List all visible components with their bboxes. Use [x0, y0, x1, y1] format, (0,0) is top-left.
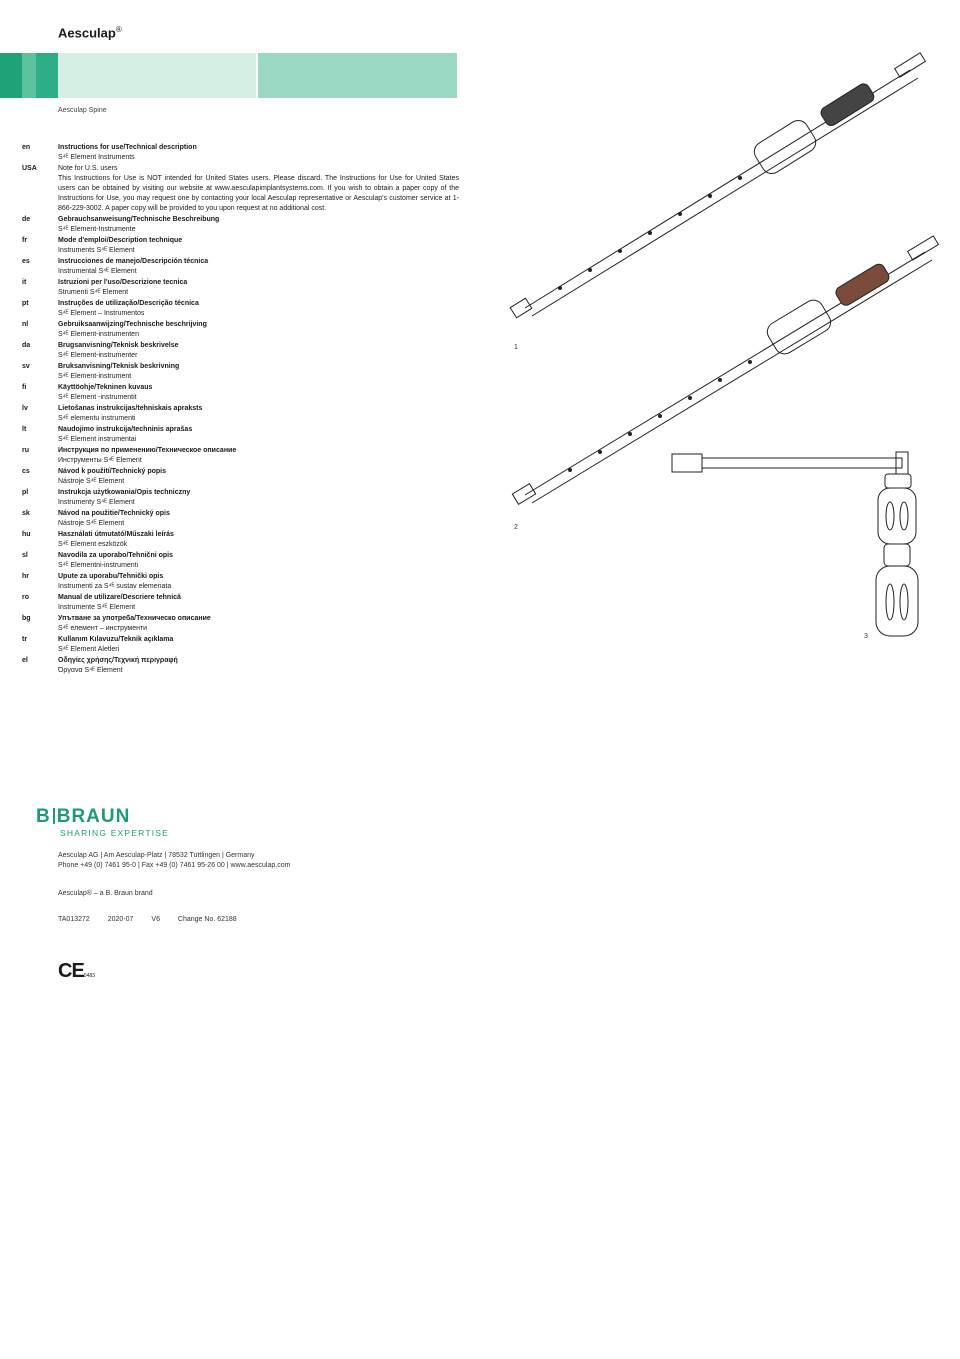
language-entry [58, 551, 459, 571]
language-entry [58, 425, 459, 445]
address-block [58, 851, 290, 871]
language-item [22, 278, 459, 298]
change-number: Change No. 62188 [177, 916, 237, 923]
language-subtitle: S⁴ᴱ Element-Instrumente [58, 226, 136, 233]
language-item [22, 572, 459, 592]
language-subtitle: S⁴ᴱ Element eszközök [58, 541, 128, 548]
language-entry [58, 635, 459, 655]
language-item [22, 404, 459, 424]
language-entry [58, 278, 459, 298]
language-subtitle: Strumenti S⁴ᴱ Element [58, 289, 129, 296]
language-subtitle: S⁴ᴱ Element -instrumentit [58, 394, 137, 401]
language-title: Instructions for use/Technical description [58, 144, 197, 151]
language-subtitle: S⁴ᴱ Element – Instrumentos [58, 310, 145, 317]
language-title: Gebrauchsanweisung/Technische Beschreibung [58, 216, 220, 223]
language-code: cs [22, 468, 30, 475]
notified-body-number: 0483 [83, 973, 95, 979]
language-subtitle: Instrumental S⁴ᴱ Element [58, 268, 137, 275]
language-subtitle: S⁴ᴱ Element-instrument [58, 373, 132, 380]
language-title: Használati útmutató/Műszaki leírás [58, 531, 174, 538]
brand-title [58, 25, 122, 40]
language-item [22, 383, 459, 403]
language-entry [58, 164, 459, 214]
language-entry [58, 614, 459, 634]
language-code: lt [22, 426, 27, 433]
language-code: fr [22, 237, 28, 244]
language-item [22, 446, 459, 466]
doc-date: 2020-07 [107, 916, 134, 923]
language-title: Mode d'emploi/Description technique [58, 237, 183, 244]
language-code: hu [22, 531, 31, 538]
language-entry [58, 467, 459, 487]
language-title: Manual de utilizare/Descriere tehnică [58, 594, 181, 601]
language-code: nl [22, 321, 29, 328]
language-code: bg [22, 615, 31, 622]
language-code: de [22, 216, 31, 223]
language-title: Navodila za uporabo/Tehnični opis [58, 552, 173, 559]
language-item [22, 530, 459, 550]
product-line: Aesculap Spine [58, 107, 107, 114]
language-subtitle: Note for U.S. users [58, 165, 118, 172]
language-code: sv [22, 363, 30, 370]
language-code: ro [22, 594, 29, 601]
language-code: ru [22, 447, 29, 454]
language-title: Bruksanvisning/Teknisk beskrivning [58, 363, 180, 370]
language-title: Upute za uporabu/Tehnički opis [58, 573, 164, 580]
language-subtitle: Όργανα S⁴ᴱ Element [58, 667, 123, 674]
registered-mark: ® [115, 25, 122, 34]
language-entry [58, 572, 459, 592]
language-title: Brugsanvisning/Teknisk beskrivelse [58, 342, 179, 349]
language-item [22, 593, 459, 613]
language-title: Naudojimo instrukcija/techninis aprašas [58, 426, 193, 433]
language-title: Käyttöohje/Tekninen kuvaus [58, 384, 153, 391]
ce-letters: CE [58, 960, 84, 982]
language-entry [58, 404, 459, 424]
language-item [22, 425, 459, 445]
language-entry [58, 656, 459, 676]
language-item [22, 488, 459, 508]
bbraun-logo [36, 806, 169, 838]
language-item [22, 215, 459, 235]
language-title: Kullanım Kılavuzu/Teknik açıklama [58, 636, 174, 643]
contact-line: Phone +49 (0) 7461 95-0 | Fax +49 (0) 7461 95-26 00 | www.aesculap.com [58, 862, 291, 869]
language-entry [58, 320, 459, 340]
language-code: lv [22, 405, 28, 412]
language-code: pl [22, 489, 29, 496]
logo-divider [53, 808, 55, 824]
language-title: Инструкция по применению/Техническое описание [58, 447, 237, 454]
language-subtitle: Nástroje S⁴ᴱ Element [58, 478, 125, 485]
logo-word: BRAUN [56, 806, 131, 827]
language-title: Návod na použitie/Technický opis [58, 510, 170, 517]
language-item [22, 257, 459, 277]
figure-1-label: 1 [514, 344, 518, 351]
ce-mark [58, 960, 95, 983]
language-title: Instrukcja użytkowania/Opis techniczny [58, 489, 191, 496]
language-subtitle: Instruments S⁴ᴱ Element [58, 247, 135, 254]
language-code: pt [22, 300, 29, 307]
language-code: es [22, 258, 30, 265]
language-subtitle: S⁴ᴱ Element Aletleri [58, 646, 120, 653]
language-subtitle: Instrumenty S⁴ᴱ Element [58, 499, 135, 506]
language-entry [58, 341, 459, 361]
language-entry [58, 593, 459, 613]
language-item [22, 467, 459, 487]
language-item [22, 143, 459, 163]
language-entry [58, 362, 459, 382]
language-entry [58, 257, 459, 277]
language-title: Instruções de utilização/Descrição técnica [58, 300, 199, 307]
language-entry [58, 143, 459, 163]
language-title: Istruzioni per l'uso/Descrizione tecnica [58, 279, 188, 286]
color-band-segment [0, 53, 22, 98]
language-subtitle: Instrumente S⁴ᴱ Element [58, 604, 136, 611]
language-item [22, 164, 459, 214]
language-code: USA [22, 165, 37, 172]
language-title: Návod k použití/Technický popis [58, 468, 166, 475]
language-entry [58, 215, 459, 235]
language-code: tr [22, 636, 28, 643]
document-info [58, 915, 237, 925]
language-entry [58, 383, 459, 403]
language-subtitle: Nástroje S⁴ᴱ Element [58, 520, 125, 527]
address-line: Aesculap AG | Am Aesculap-Platz | 78532 Tuttlingen | Germany [58, 852, 255, 859]
language-code: sl [22, 552, 28, 559]
language-entry [58, 299, 459, 319]
language-title: Lietošanas instrukcijas/tehniskais apraksts [58, 405, 203, 412]
language-code: sk [22, 510, 30, 517]
language-subtitle: S⁴ᴱ Element-instrumenten [58, 331, 139, 338]
language-item [22, 551, 459, 571]
language-item [22, 635, 459, 655]
language-code: el [22, 657, 28, 664]
us-users-note: This Instructions for Use is NOT intended for United States users. Please discard. The Instructions for Use for United States users can be obtained by visiting our website at www.aesculapimplantsystems.com. If you wish to obtain a paper copy of the Instructions for Use, you may request one by contacting your local Aesculap representative or Aesculap's customer service at 1-866-229-3002. A paper copy will be provided to you upon request at no additional cost. [58, 175, 459, 212]
language-code: en [22, 144, 31, 151]
language-item [22, 236, 459, 256]
language-entry [58, 488, 459, 508]
doc-number: TA013272 [58, 916, 90, 923]
brand-line: Aesculap® – a B. Braun brand [58, 890, 153, 897]
language-subtitle: S⁴ᴱ elementu instrumenti [58, 415, 136, 422]
language-title: Instrucciones de manejo/Descripción técnica [58, 258, 209, 265]
language-item [22, 362, 459, 382]
language-entry [58, 446, 459, 466]
language-title: Οδηγίες χρήσης/Τεχνική περιγραφή [58, 657, 178, 664]
language-entry [58, 509, 459, 529]
language-item [22, 299, 459, 319]
language-code: da [22, 342, 31, 349]
language-item [22, 320, 459, 340]
logo-wordmark [36, 806, 169, 828]
color-band-segment [36, 53, 58, 98]
language-entry [58, 530, 459, 550]
language-subtitle: S⁴ᴱ Element instrumentai [58, 436, 137, 443]
figure-2-label: 2 [514, 524, 518, 531]
doc-version: V6 [151, 916, 160, 923]
language-title: Gebruiksaanwijzing/Technische beschrijving [58, 321, 207, 328]
language-subtitle: S⁴ᴱ елемент – инструменти [58, 625, 148, 632]
language-list [22, 143, 459, 677]
language-subtitle: Instrumenti za S⁴ᴱ sustav elemenata [58, 583, 172, 590]
language-subtitle: S⁴ᴱ Element-instrumenter [58, 352, 138, 359]
brand-name: Aesculap [58, 25, 116, 41]
instrument-illustrations [500, 40, 950, 650]
instrument-3-illustration [672, 452, 918, 636]
language-code: hr [22, 573, 29, 580]
language-code: fi [22, 384, 27, 391]
color-band-segment [258, 53, 457, 98]
color-band-segment [22, 53, 36, 98]
language-subtitle: Инструменты S⁴ᴱ Element [58, 457, 142, 464]
language-item [22, 341, 459, 361]
language-subtitle: S⁴ᴱ Element Instruments [58, 154, 135, 161]
logo-tagline: SHARING EXPERTISE [60, 828, 170, 838]
language-subtitle: S⁴ᴱ Elementni-instrumenti [58, 562, 139, 569]
language-item [22, 656, 459, 676]
color-band-segment [58, 53, 256, 98]
language-item [22, 509, 459, 529]
language-entry [58, 236, 459, 256]
language-title: Упътване за употреба/Техническо описание [58, 615, 211, 622]
language-code: it [22, 279, 27, 286]
language-item [22, 614, 459, 634]
logo-letter: B [36, 806, 51, 827]
figure-3-label: 3 [864, 633, 868, 640]
